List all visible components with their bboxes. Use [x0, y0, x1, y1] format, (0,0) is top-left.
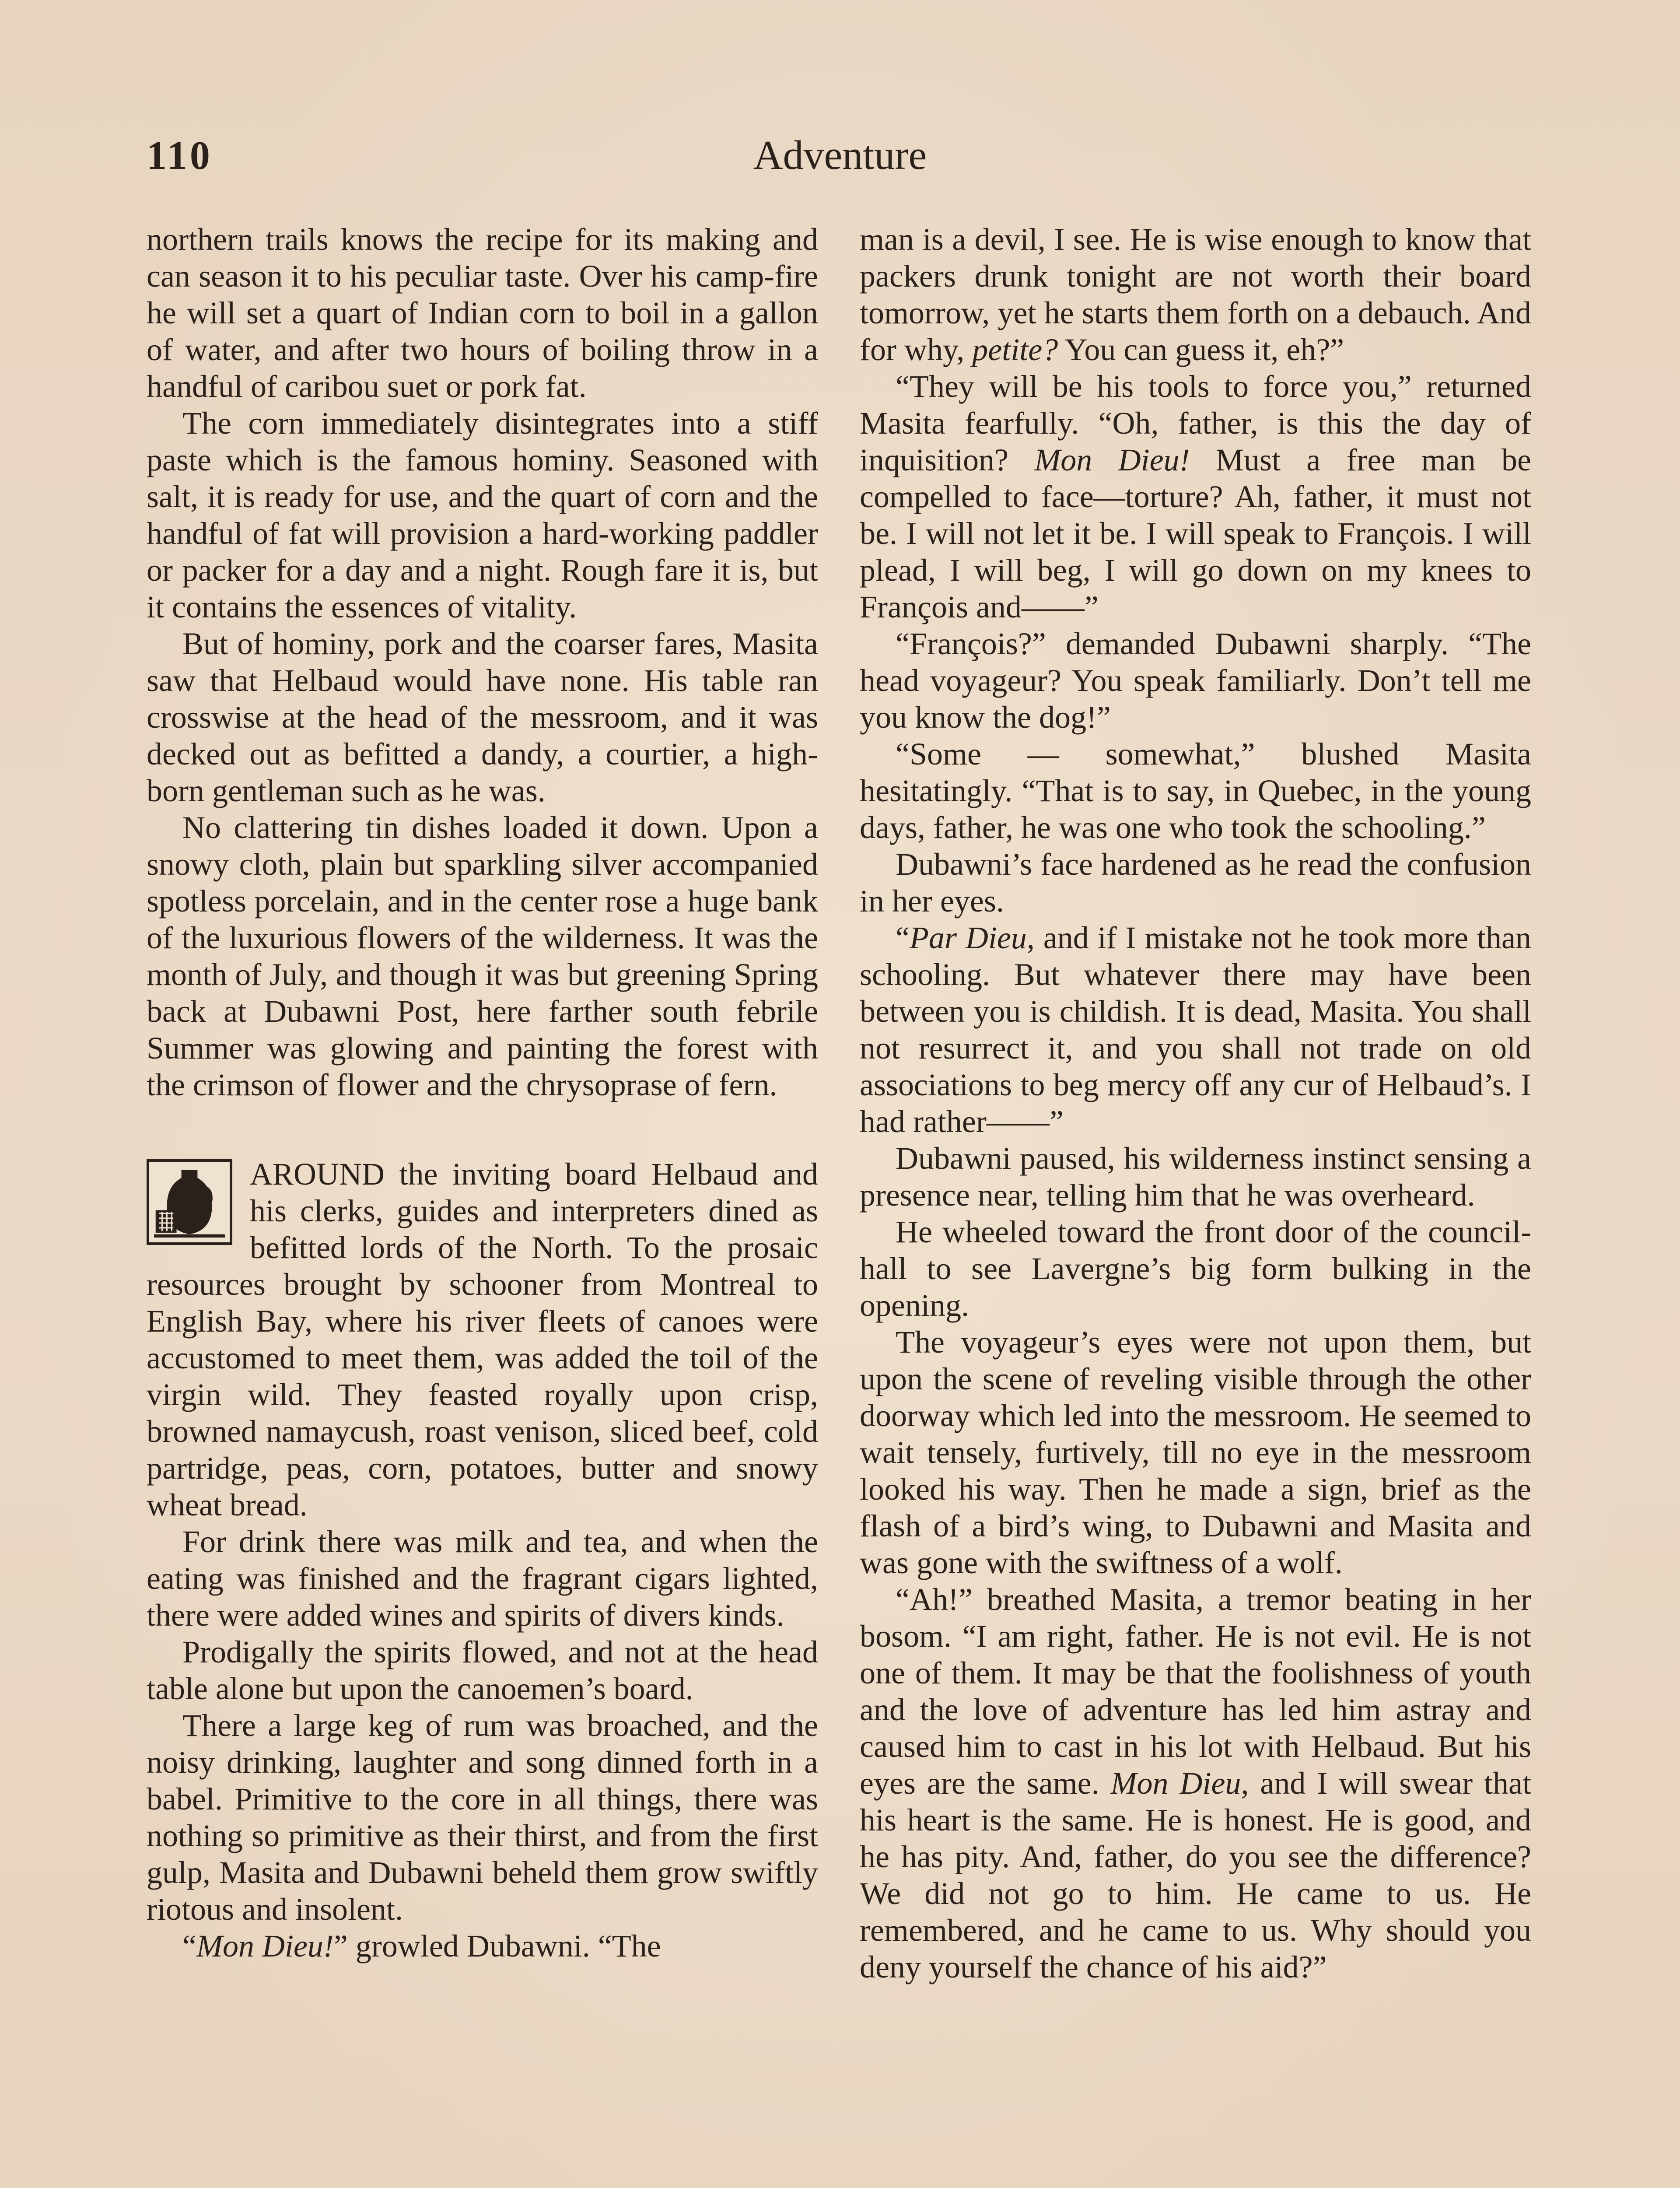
paragraph: The voyageur’s eyes were not upon them, but upon the scene of reveling visible through the other doorway which led into the messroom. He seemed to wait tensely, furtively, till no eye in the messroom looked his way. Then he made a sign, brief as the flash of a bird’s wing, to Dubawni and Masita and was gone with the swiftness of a wolf.: [860, 1325, 1531, 1580]
paragraph: “François?” demanded Dubawni sharply. “The head voyageur? You speak familiarly. Don’t tell me you know the dog!”: [860, 626, 1531, 735]
paragraph-text: man is a devil, I see. He is wise enough to know that packers drunk tonight are not worth their board tomorrow, yet he starts them forth on a debauch. And for why,: [860, 222, 1531, 367]
right-column: [860, 221, 1531, 1985]
italic-text: Mon Dieu: [1110, 1766, 1241, 1801]
paragraph: No clattering tin dishes loaded it down. Upon a snowy cloth, plain but sparkling silver accompanied spotless porcelain, and in the center rose a huge bank of the luxurious flowers of the wilderness. It was the month of July, and though it was but greening Spring back at Dubawni Post, here farther south febrile Summer was glowing and painting the forest with the crimson of flower and the chrysoprase of fern.: [147, 810, 818, 1102]
paragraph: He wheeled toward the front door of the council-hall to see Lavergne’s big form bulking in the opening.: [860, 1214, 1531, 1323]
paragraph: [860, 221, 1531, 368]
italic-text: petite?: [972, 332, 1058, 367]
paragraph-text: the inviting board Helbaud and his clerks, guides and interpreters dined as befitted lords of the North. To the prosaic resources brought by schooner from Montreal to English Bay, where his river fleets of canoes were accustomed to meet them, was added the toil of the virgin wild. They feasted royally upon crisp, browned namaycush, roast venison, sliced beef, cold partridge, peas, corn, potatoes, butter and snowy wheat bread.: [147, 1157, 818, 1522]
jug-and-cup-vignette-icon: [147, 1159, 232, 1245]
paragraph-text: “They will be his tools to force you,” returned Masita fearfully. “Oh, father, is this the day of inquisition?: [860, 369, 1531, 477]
paragraph: northern trails knows the recipe for its making and can season it to his peculiar taste. Over his camp-fire he will set a quart of Indian corn to boil in a gallon of water, and after two hours of boiling throw in a handful of caribou suet or pork fat.: [147, 222, 818, 404]
paragraph: But of hominy, pork and the coarser fares, Masita saw that Helbaud would have none. His table ran crosswise at the head of the messroom, and it was decked out as befitted a dandy, a courtier, a high-born gentleman such as he was.: [147, 626, 818, 808]
section-opening-paragraph: [147, 1156, 818, 1523]
small-caps-lead: AROUND: [250, 1157, 385, 1192]
paragraph-text: You can guess it, eh?”: [1058, 332, 1344, 367]
left-column: [147, 221, 818, 1964]
paragraph-text: “Ah!” breathed Masita, a tremor beating in her bosom. “I am right, father. He is not evil. He is not one of them. It may be that the foolishness of youth and the love of adventure has led him astray and caused him to cast in his lot with Helbaud. But his eyes are the same.: [860, 1582, 1531, 1801]
paragraph: [860, 1581, 1531, 1985]
paragraph: For drink there was milk and tea, and when the eating was finished and the fragrant cigars lighted, there were added wines and spirits of divers kinds.: [147, 1524, 818, 1633]
italic-text: Par Dieu: [909, 920, 1027, 955]
paragraph: “Some — somewhat,” blushed Masita hesitatingly. “That is to say, in Quebec, in the young days, father, he was one who took the schooling.”: [860, 736, 1531, 845]
quote-mark: “: [896, 920, 910, 955]
page-header: [147, 125, 1533, 186]
italic-text: Mon Dieu!: [196, 1929, 334, 1964]
paragraph: [147, 1928, 818, 1964]
quote-mark: “: [182, 1929, 196, 1964]
paragraph: Prodigally the spirits flowed, and not at the head table alone but upon the canoemen’s board.: [147, 1634, 818, 1706]
paragraph: The corn immediately disintegrates into a stiff paste which is the famous hominy. Seasoned with salt, it is ready for use, and the quart of corn and the handful of fat will provision a hard-working paddler or packer for a day and a night. Rough fare it is, but it contains the essences of vitality.: [147, 406, 818, 624]
paragraph-text: Must a free man be compelled to face—torture? Ah, father, it must not be. I will not let it be. I will speak to François. I will plead, I will beg, I will go down on my knees to François and——”: [860, 442, 1531, 624]
paragraph-text: , and I will swear that his heart is the same. He is honest. He is good, and he has pity. And, father, do you see the difference? We did not go to him. He came to us. He remembered, and he came to us. Why should you deny yourself the chance of his aid?”: [860, 1766, 1531, 1985]
paragraph: Dubawni’s face hardened as he read the confusion in her eyes.: [860, 847, 1531, 919]
italic-text: Mon Dieu!: [1034, 442, 1190, 477]
running-title: Adventure: [753, 133, 927, 178]
paragraph: [860, 919, 1531, 1140]
paragraph: [860, 368, 1531, 625]
paragraph-text: ” growled Dubawni. “The: [333, 1929, 661, 1964]
paragraph: Dubawni paused, his wilderness instinct sensing a presence near, telling him that he was overheard.: [860, 1141, 1531, 1213]
section-break: [147, 1103, 818, 1156]
page-number: 110: [147, 133, 213, 178]
paragraph: There a large keg of rum was broached, and the noisy drinking, laughter and song dinned forth in a babel. Primitive to the core in all things, there was nothing so primitive as their thirst, and from the first gulp, Masita and Dubawni beheld them grow swiftly riotous and insolent.: [147, 1708, 818, 1927]
paragraph-text: , and if I mistake not he took more than schooling. But whatever there may have been between you is childish. It is dead, Masita. You shall not resurrect it, and you shall not trade on old associations to beg mercy off any cur of Helbaud’s. I had rather——”: [860, 920, 1531, 1139]
